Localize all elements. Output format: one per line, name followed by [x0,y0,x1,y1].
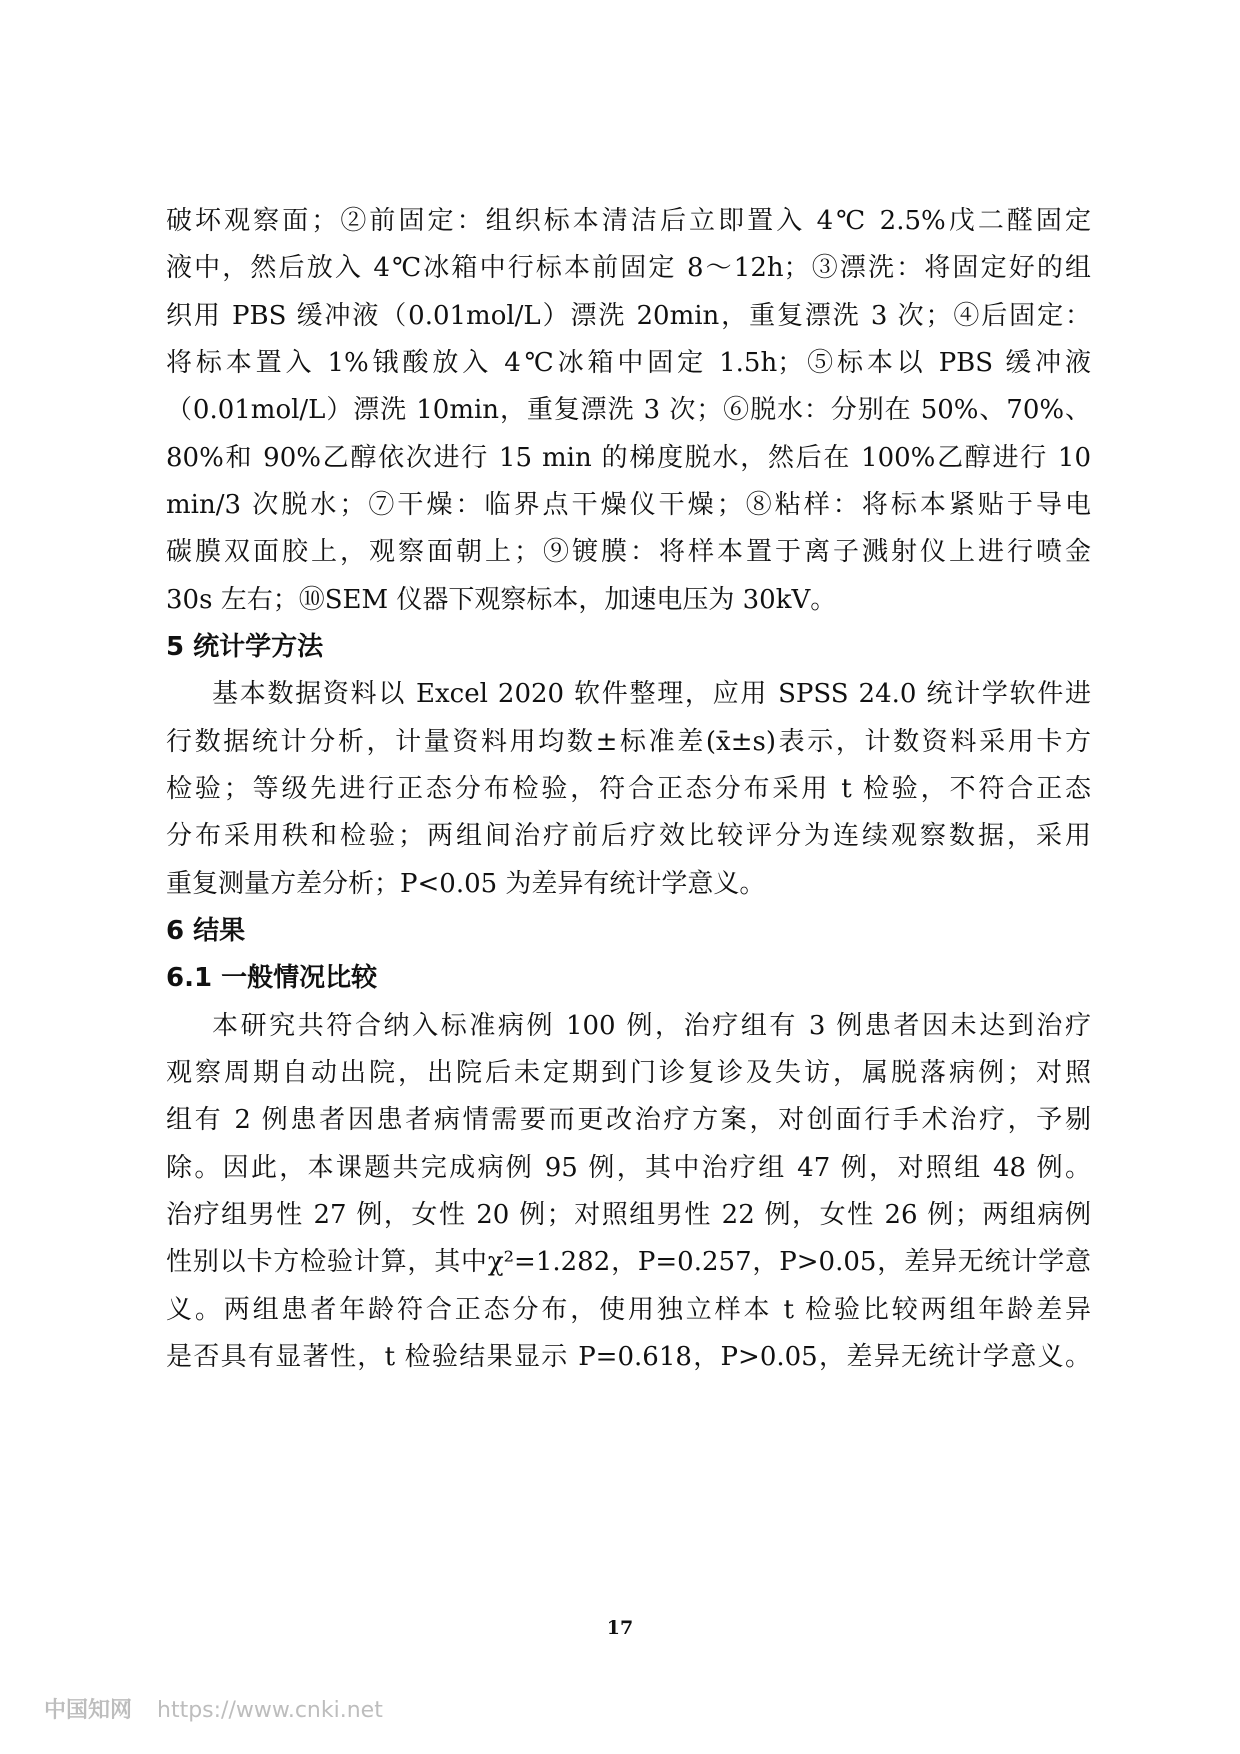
section-6-1-line-4: 除。因此，本课题共完成病例 95 例，其中治疗组 47 例，对照组 48 例。 [166,1153,1091,1183]
section-6-1-line-6: 性别以卡方检验计算，其中χ²=1.282，P=0.257，P>0.05，差异无统计学意 [166,1247,1091,1277]
section-5-heading: 5 统计学方法 [166,632,324,662]
method-line-6: 80%和 90%乙醇依次进行 15 min 的梯度脱水，然后在 100%乙醇进行 10 [166,443,1091,473]
method-line-5: （0.01mol/L）漂洗 10min，重复漂洗 3 次；⑥脱水：分别在 50%、70%、 [166,395,1091,425]
cnki-watermark [44,1693,383,1724]
section-5-line-5: 重复测量方差分析；P<0.05 为差异有统计学意义。 [166,869,766,899]
section-6-1-line-2: 观察周期自动出院，出院后未定期到门诊复诊及失访，属脱落病例；对照 [166,1058,1091,1088]
section-6-1-line-8: 是否具有显著性，t 检验结果显示 P=0.618，P>0.05，差异无统计学意义。 [166,1342,1091,1372]
watermark-brand: 中国知网 [44,1698,133,1723]
section-6-1-line-1: 本研究共符合纳入标准病例 100 例，治疗组有 3 例患者因未达到治疗 [212,1011,1091,1041]
section-6-1-line-3: 组有 2 例患者因患者病情需要而更改治疗方案，对创面行手术治疗，予剔 [166,1105,1091,1135]
section-5-line-1: 基本数据资料以 Excel 2020 软件整理，应用 SPSS 24.0 统计学软件进 [212,679,1091,709]
section-6-heading: 6 结果 [166,916,246,946]
section-6-1-line-5: 治疗组男性 27 例，女性 20 例；对照组男性 22 例，女性 26 例；两组病例 [166,1200,1091,1230]
method-line-9: 30s 左右；⑩SEM 仪器下观察标本，加速电压为 30kV。 [166,585,837,615]
section-5-line-2: 行数据统计分析，计量资料用均数±标准差(x̄±s)表示，计数资料采用卡方 [166,727,1091,757]
watermark-url: https://www.cnki.net [157,1698,383,1723]
section-5-line-3: 检验；等级先进行正态分布检验，符合正态分布采用 t 检验，不符合正态 [166,774,1091,804]
section-6-1-line-7: 义。两组患者年龄符合正态分布，使用独立样本 t 检验比较两组年龄差异 [166,1295,1091,1325]
method-line-8: 碳膜双面胶上，观察面朝上；⑨镀膜：将样本置于离子溅射仪上进行喷金 [166,537,1091,567]
method-line-2: 液中，然后放入 4℃冰箱中行标本前固定 8～12h；③漂洗：将固定好的组 [166,253,1091,283]
page-number: 17 [606,1617,634,1639]
method-line-3: 织用 PBS 缓冲液（0.01mol/L）漂洗 20min，重复漂洗 3 次；④后固定： [166,301,1091,331]
method-line-7: min/3 次脱水；⑦干燥：临界点干燥仪干燥；⑧粘样：将标本紧贴于导电 [166,490,1091,520]
section-5-line-4: 分布采用秩和检验；两组间治疗前后疗效比较评分为连续观察数据，采用 [166,821,1091,851]
method-line-4: 将标本置入 1%锇酸放入 4℃冰箱中固定 1.5h；⑤标本以 PBS 缓冲液 [166,348,1091,378]
method-line-1: 破坏观察面；②前固定：组织标本清洁后立即置入 4℃ 2.5%戊二醛固定 [166,206,1091,236]
section-6-1-heading: 6.1 一般情况比较 [166,963,378,993]
